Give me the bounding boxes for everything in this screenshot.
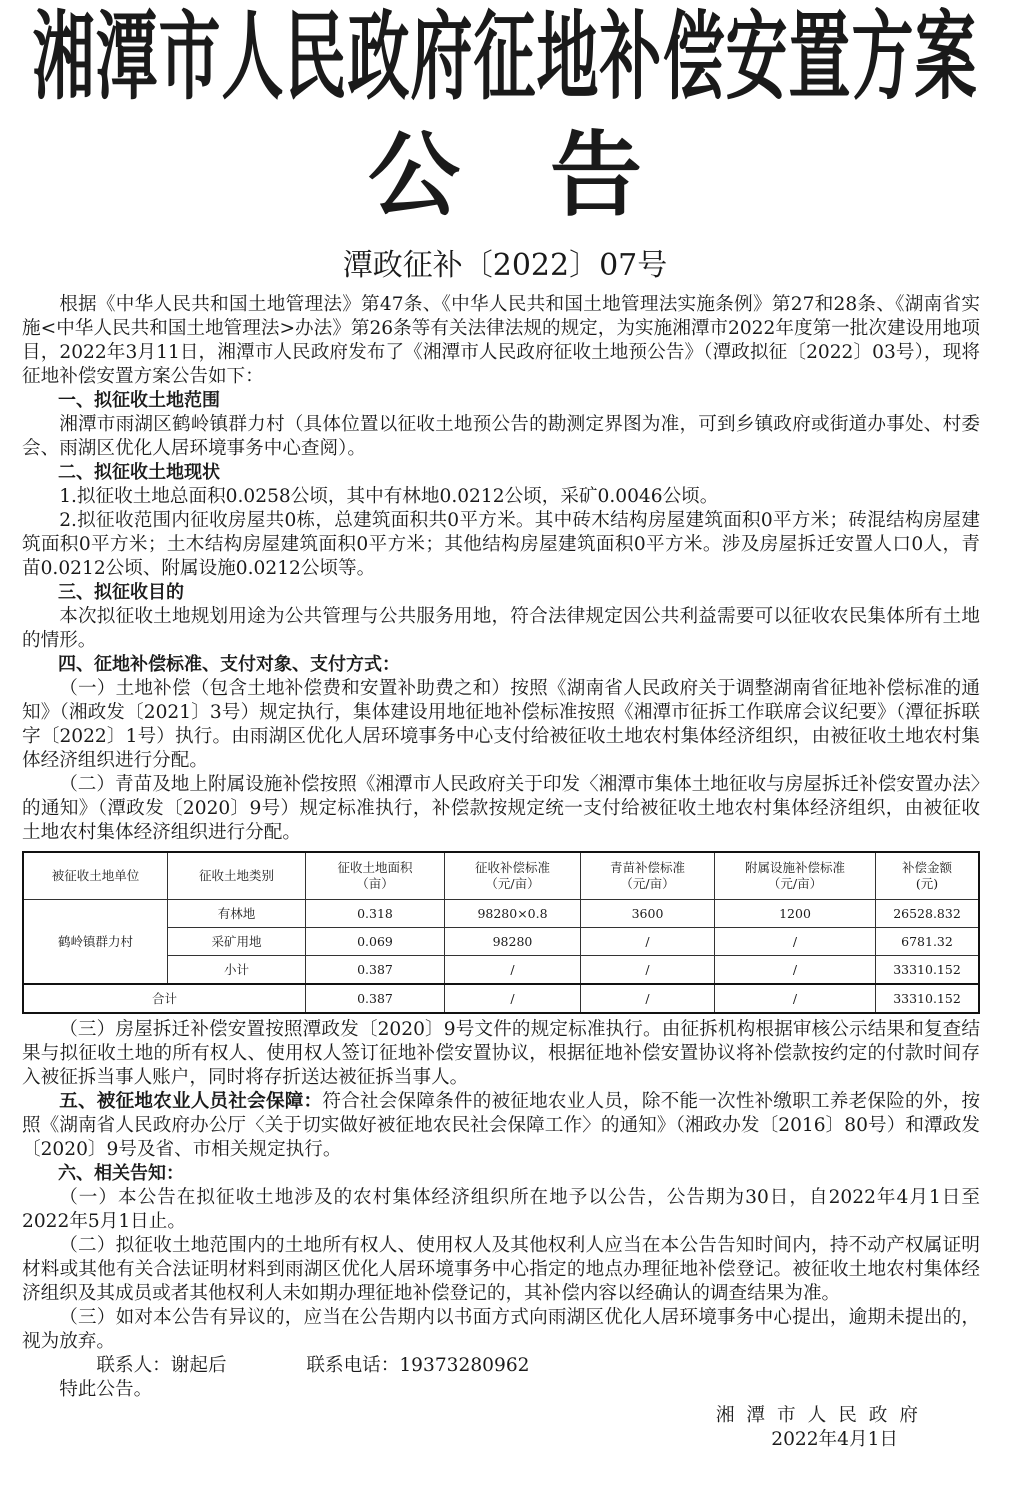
section-heading: 四、征地补偿标准、支付对象、支付方式： (58, 654, 400, 675)
paragraph: （二）拟征收土地范围内的土地所有权人、使用权人及其他权利人应当在本公告告知时间内，持不动产权属证明材料或其他有关合法证明材料到雨湖区优化人居环境事务中心指定的地点办理征地补偿登记。被征收土地农村集体经济组织及其成员或者其他权利人未如期办理征地补偿登记的，其补偿内容以经确认的调查结果为准。 (22, 1235, 980, 1304)
table-cell: 采矿用地 (168, 928, 306, 956)
table-header: 征收土地类别 (168, 852, 306, 900)
table-cell: 有林地 (168, 900, 306, 928)
table-cell: / (445, 956, 581, 985)
document-body (22, 293, 980, 1452)
issue-date: 2022年4月1日 (771, 1429, 898, 1450)
paragraph: 1.拟征收土地总面积0.0258公顷，其中有林地0.0212公顷，采矿0.0046公顷。 (59, 486, 719, 507)
table-cell: 33310.152 (876, 984, 980, 1013)
table-header: 附属设施补偿标准 （元/亩） (715, 852, 876, 900)
document-number: 潭政征补〔2022〕07号 (342, 248, 668, 283)
paragraph: 湘潭市雨湖区鹤岭镇群力村（具体位置以征收土地预公告的勘测定界图为准，可到乡镇政府或街道办事处、村委会、雨湖区优化人居环境事务中心查阅）。 (22, 414, 980, 459)
paragraph (22, 1090, 980, 1162)
contact-phone: 联系电话：19373280962 (306, 1355, 530, 1376)
table-cell: 98280×0.8 (445, 900, 581, 928)
paragraph: 2.拟征收范围内征收房屋共0栋，总建筑面积共0平方米。其中砖木结构房屋建筑面积0平方米；砖混结构房屋建筑面积0平方米；土木结构房屋建筑面积0平方米；其他结构房屋建筑面积0平方米。涉及房屋拆迁安置人口0人，青苗0.0212公顷、附属设施0.0212公顷等。 (22, 510, 980, 579)
page-title: 湘潭市人民政府征地补偿安置方案 (32, 0, 978, 114)
section-heading: 一、拟征收土地范围 (58, 390, 220, 411)
paragraph: （一）土地补偿（包含土地补偿费和安置补助费之和）按照《湖南省人民政府关于调整湖南省征地补偿标准的通知》（湘政发〔2021〕3号）规定执行，集体建设用地征地补偿标准按照《湘潭市征拆工作联席会议纪要》（潭征拆联字〔2022〕1号）执行。由雨湖区优化人居环境事务中心支付给被征收土地农村集体经济组织，由被征收土地农村集体经济组织进行分配。 (22, 678, 980, 771)
table-cell: / (581, 956, 715, 985)
compensation-table (22, 851, 980, 1014)
paragraph-text: 符合社会保障条件的被征地农业人员，除不能一次性补缴职工养老保险的外，按照《湖南省人民政府办公厅〈关于切实做好被征地农民社会保障工作〉的通知》（湘政办发〔2016〕80号）和潭政发〔2020〕9号及省、市相关规定执行。 (22, 1091, 980, 1160)
table-cell: 0.387 (306, 984, 445, 1013)
section-heading: 三、拟征收目的 (58, 582, 184, 603)
issuer: 湘潭市人民政府 (715, 1405, 930, 1426)
table-cell: 合计 (23, 984, 306, 1013)
table-header: 被征收土地单位 (23, 852, 168, 900)
table-cell: 0.387 (306, 956, 445, 985)
table-cell: 98280 (445, 928, 581, 956)
table-header: 补偿金额 (元) (876, 852, 980, 900)
table-cell: 33310.152 (876, 956, 980, 985)
intro-paragraph: 根据《中华人民共和国土地管理法》第47条、《中华人民共和国土地管理法实施条例》第27和28条、《湖南省实施<中华人民共和国土地管理法>办法》第26条等有关法律法规的规定，为实施湘潭市2022年度第一批次建设用地项目，2022年3月11日，湘潭市人民政府发布了《湘潭市人民政府征收土地预公告》（潭政拟征〔2022〕03号），现将征地补偿安置方案公告如下： (22, 294, 981, 387)
unit-cell: 鹤岭镇群力村 (23, 900, 168, 985)
contact-person: 联系人：谢起后 (96, 1355, 227, 1376)
table-cell: / (715, 956, 876, 985)
paragraph: （三）房屋拆迁补偿安置按照潭政发〔2020〕9号文件的规定标准执行。由征拆机构根据审核公示结果和复查结果与拟征收土地的所有权人、使用权人签订征地补偿安置协议，根据征地补偿安置协议将补偿款按约定的付款时间存入被征拆当事人账户，同时将存折送达被征拆当事人。 (22, 1019, 980, 1088)
table-header: 征收土地面积 （亩） (306, 852, 445, 900)
table-cell: / (715, 928, 876, 956)
table-cell: 1200 (715, 900, 876, 928)
table-cell: 26528.832 (876, 900, 980, 928)
closing-text: 特此公告。 (59, 1379, 153, 1400)
table-cell: / (445, 984, 581, 1013)
paragraph: 本次拟征收土地规划用途为公共管理与公共服务用地，符合法律规定因公共利益需要可以征收农民集体所有土地的情形。 (22, 606, 980, 651)
table-row-total (23, 984, 979, 1013)
paragraph: （一）本公告在拟征收土地涉及的农村集体经济组织所在地予以公告，公告期为30日，自2022年4月1日至2022年5月1日止。 (22, 1187, 980, 1232)
table-cell: 0.069 (306, 928, 445, 956)
table-cell: 3600 (581, 900, 715, 928)
contact-line (22, 1354, 980, 1378)
table-cell: / (715, 984, 876, 1013)
table-cell: / (581, 984, 715, 1013)
section-heading: 二、拟征收土地现状 (58, 462, 220, 483)
paragraph: （二）青苗及地上附属设施补偿按照《湘潭市人民政府关于印发〈湘潭市集体土地征收与房屋拆迁补偿安置办法〉的通知》（潭政发〔2020〕9号）规定标准执行，补偿款按规定统一支付给被征收土地农村集体经济组织，由被征收土地农村集体经济组织进行分配。 (22, 774, 980, 843)
table-cell: 6781.32 (876, 928, 980, 956)
section-heading: 六、相关告知： (58, 1163, 184, 1184)
table-cell: 0.318 (306, 900, 445, 928)
section-heading: 五、被征地农业人员社会保障： (59, 1091, 323, 1112)
paragraph: （三）如对本公告有异议的，应当在公告期内以书面方式向雨湖区优化人居环境事务中心提出，逾期未提出的，视为放弃。 (22, 1307, 980, 1352)
table-cell: / (581, 928, 715, 956)
page-subtitle: 公告 (367, 122, 732, 229)
table-row (23, 900, 979, 928)
table-cell: 小计 (168, 956, 306, 985)
table-header-row (23, 852, 979, 900)
table-header: 青苗补偿标准 （元/亩） (581, 852, 715, 900)
table-header: 征收补偿标准 （元/亩） (445, 852, 581, 900)
